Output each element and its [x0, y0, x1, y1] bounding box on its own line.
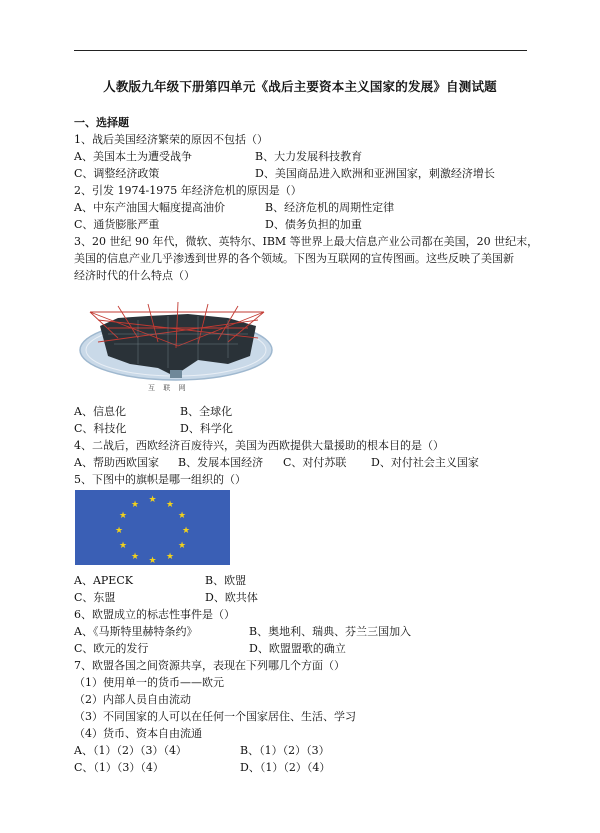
- internet-map-graphic: [78, 298, 274, 396]
- q7-item-1: （1）使用单一的货币——欧元: [74, 676, 224, 689]
- question-4-stem: 4、二战后，西欧经济百废待兴，美国为西欧提供大量援助的根本目的是（）: [74, 439, 444, 452]
- question-2-stem: 2、引发 1974-1975 年经济危机的原因是（）: [74, 184, 302, 197]
- q6-option-c[interactable]: C、欧元的发行: [74, 642, 149, 655]
- q4-option-a[interactable]: A、帮助西欧国家: [74, 456, 159, 469]
- q7-item-2: （2）内部人员自由流动: [74, 693, 191, 706]
- q6-option-b[interactable]: B、奥地利、瑞典、芬兰三国加入: [249, 625, 412, 638]
- svg-text:★: ★: [148, 556, 157, 565]
- question-3-stem-line-1: 3、20 世纪 90 年代，微软、英特尔、IBM 等世界上最大信息产业公司都在美国，20 世纪末，: [74, 235, 539, 248]
- eu-flag-image: [75, 490, 230, 565]
- svg-text:★: ★: [177, 541, 187, 551]
- eu-flag-graphic: [75, 490, 230, 565]
- svg-text:★: ★: [165, 500, 175, 510]
- q6-option-d[interactable]: D、欧盟盟歌的确立: [249, 642, 346, 655]
- q7-option-b[interactable]: B、（1）（2）（3）: [240, 744, 330, 757]
- svg-text:★: ★: [177, 511, 187, 521]
- q7-item-4: （4）货币、资本自由流通: [74, 727, 202, 740]
- q2-option-d[interactable]: D、债务负担的加重: [265, 218, 362, 231]
- svg-text:★: ★: [130, 552, 140, 562]
- q2-option-c[interactable]: C、通货膨胀严重: [74, 218, 160, 231]
- question-7-stem: 7、欧盟各国之间资源共享，表现在下列哪几个方面（）: [74, 659, 345, 672]
- q1-option-d[interactable]: D、美国商品进入欧洲和亚洲国家，刺激经济增长: [255, 167, 495, 180]
- q3-option-c[interactable]: C、科技化: [74, 422, 127, 435]
- q5-option-d[interactable]: D、欧共体: [205, 591, 258, 604]
- question-1-stem: 1、战后美国经济繁荣的原因不包括（）: [74, 133, 268, 146]
- svg-text:★: ★: [181, 526, 191, 536]
- map-inset: [170, 370, 182, 378]
- question-6-stem: 6、欧盟成立的标志性事件是（）: [74, 608, 235, 621]
- q1-option-a[interactable]: A、美国本土为遭受战争: [74, 150, 192, 163]
- section-heading: 一、选择题: [74, 116, 129, 129]
- svg-text:★: ★: [118, 541, 128, 551]
- q7-option-a[interactable]: A、（1）（2）（3）（4）: [74, 744, 187, 757]
- q2-option-b[interactable]: B、经济危机的周期性定律: [265, 201, 395, 214]
- q3-option-b[interactable]: B、全球化: [180, 405, 233, 418]
- q7-option-d[interactable]: D、（1）（2）（4）: [240, 761, 331, 774]
- header-rule: [74, 50, 527, 51]
- question-3-stem-line-3: 经济时代的什么特点（）: [74, 269, 195, 282]
- q1-option-b[interactable]: B、大力发展科技教育: [255, 150, 363, 163]
- svg-text:★: ★: [130, 500, 140, 510]
- q5-option-a[interactable]: A、APECK: [74, 574, 133, 587]
- svg-text:★: ★: [148, 495, 157, 505]
- q2-option-a[interactable]: A、中东产油国大幅度提高油价: [74, 201, 225, 214]
- q4-option-d[interactable]: D、对付社会主义国家: [371, 456, 479, 469]
- svg-text:★: ★: [165, 552, 175, 562]
- question-5-stem: 5、下图中的旗帜是哪一组织的（）: [74, 473, 246, 486]
- q1-option-c[interactable]: C、调整经济政策: [74, 167, 160, 180]
- q4-option-b[interactable]: B、发展本国经济: [178, 456, 264, 469]
- svg-text:★: ★: [118, 511, 128, 521]
- q5-option-b[interactable]: B、欧盟: [205, 574, 247, 587]
- q3-option-a[interactable]: A、信息化: [74, 405, 126, 418]
- image-caption: 互 联 网: [148, 384, 189, 392]
- q7-item-3: （3）不同国家的人可以在任何一个国家居住、生活、学习: [74, 710, 356, 723]
- q7-option-c[interactable]: C、（1）（3）（4）: [74, 761, 164, 774]
- q3-option-d[interactable]: D、科学化: [180, 422, 233, 435]
- q4-option-c[interactable]: C、对付苏联: [283, 456, 347, 469]
- svg-text:★: ★: [114, 526, 124, 536]
- question-3-stem-line-2: 美国的信息产业几乎渗透到世界的各个领域。下图为互联网的宣传图画。这些反映了美国新: [74, 252, 514, 265]
- page-title: 人教版九年级下册第四单元《战后主要资本主义国家的发展》自测试题: [103, 79, 497, 94]
- q5-option-c[interactable]: C、东盟: [74, 591, 116, 604]
- internet-map-image: [78, 298, 274, 396]
- q6-option-a[interactable]: A、《马斯特里赫特条约》: [74, 625, 198, 638]
